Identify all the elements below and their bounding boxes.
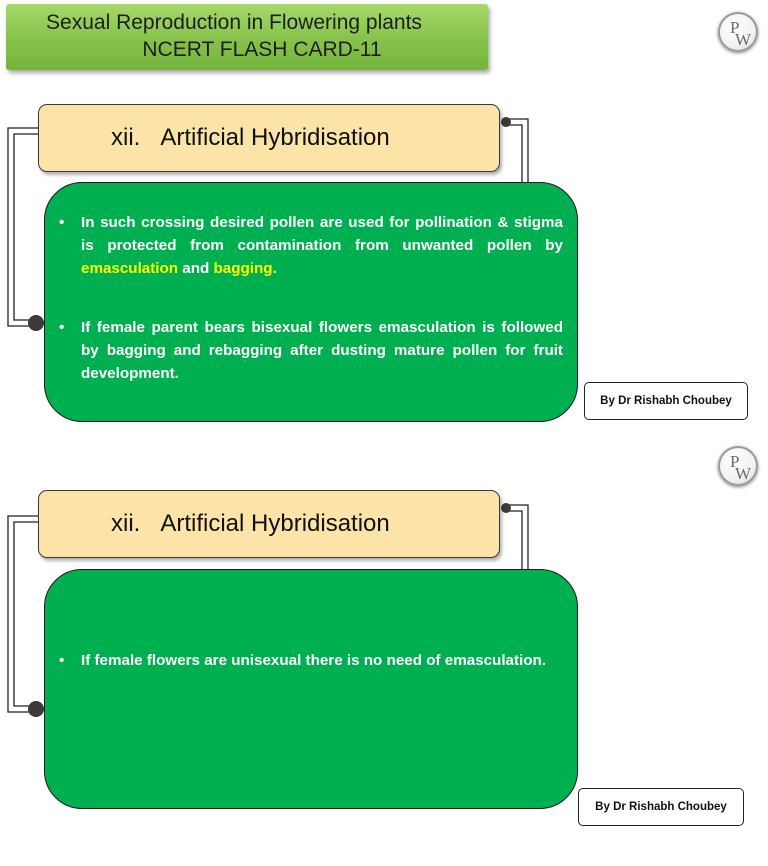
card-1-title: Artificial Hybridisation bbox=[160, 124, 390, 151]
card-2-content-box bbox=[44, 569, 578, 809]
bullet-dot: • bbox=[59, 652, 65, 669]
bullet-dot: • bbox=[59, 214, 65, 231]
card-2-numeral: xii. bbox=[111, 510, 141, 537]
card-1-author-label: By Dr Rishabh Choubey bbox=[584, 382, 748, 420]
highlight-emasculation: emasculation bbox=[81, 260, 179, 277]
highlight-bagging: bagging. bbox=[213, 260, 277, 277]
header-title-line1: Sexual Reproduction in Flowering plants bbox=[46, 11, 422, 34]
card-2-title: Artificial Hybridisation bbox=[160, 510, 390, 537]
card-1-numeral: xii. bbox=[111, 124, 141, 151]
card-2-title-box bbox=[38, 490, 500, 558]
card-1-bullet-2: • If female parent bears bisexual flowers emasculation is followed by bagging and rebagging after dusting mature pollen for fruit development. bbox=[59, 316, 563, 385]
card-1-bullet-1: • In such crossing desired pollen are used for pollination & stigma is protected from contamination from unwanted pollen by emasculation and bagging. bbox=[59, 211, 563, 280]
svg-text:W: W bbox=[735, 464, 752, 483]
bullet-dot: • bbox=[59, 319, 65, 336]
header-title-line2: NCERT FLASH CARD-11 bbox=[142, 38, 382, 61]
svg-text:P: P bbox=[730, 18, 740, 37]
svg-text:W: W bbox=[735, 30, 752, 49]
card-2-bullet-1: • If female flowers are unisexual there is no need of emasculation. bbox=[59, 649, 563, 672]
card-2-author-label: By Dr Rishabh Choubey bbox=[578, 788, 744, 826]
svg-text:P: P bbox=[730, 452, 740, 471]
